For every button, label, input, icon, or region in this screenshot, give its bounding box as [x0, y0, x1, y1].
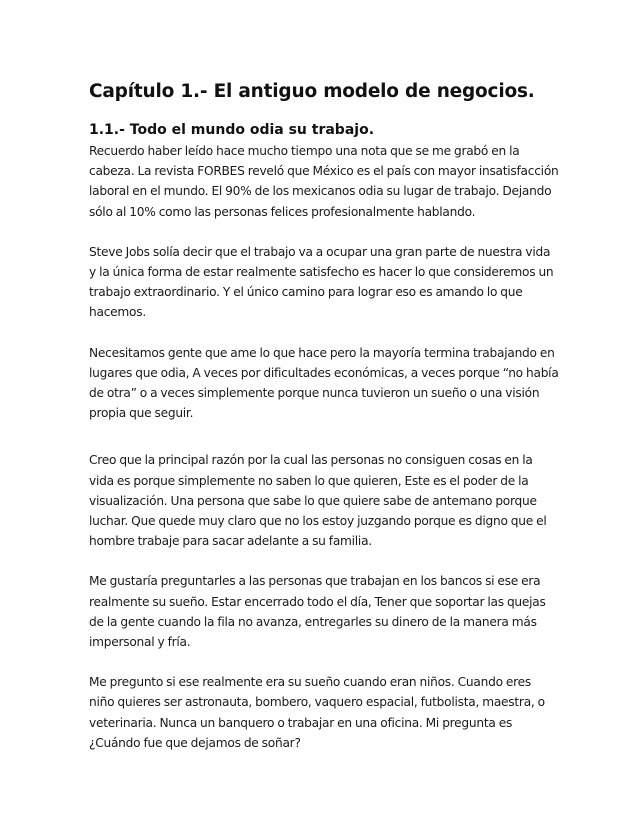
- paragraph-gap: [89, 652, 559, 672]
- paragraph-gap: [89, 323, 559, 343]
- document-content: [89, 80, 559, 753]
- section-title: 1.1.- Todo el mundo odia su trabajo.: [89, 122, 375, 138]
- paragraph-gap: [89, 551, 559, 571]
- paragraph-steve-jobs: Steve Jobs solía decir que el trabajo va a ocupar una gran parte de nuestra vida y la única forma de estar realmente satisfecho es hacer lo que consideremos un trabajo extraordinario. Y el único camino para lograr eso es amando lo que hacemos.: [89, 244, 554, 320]
- paragraph-gap: [89, 222, 559, 242]
- paragraph-bancos: Me gustaría preguntarles a las personas que trabajan en los bancos si ese era realmente su sueño. Estar encerrado todo el día, Tener que soportar las quejas de la gente cuando la fila no avanza, entregarles su dinero de la manera más impersonal y fría.: [89, 574, 546, 650]
- paragraph-gap: [89, 423, 559, 450]
- paragraph-necesitamos: Necesitamos gente que ame lo que hace pero la mayoría termina trabajando en lugares que odia, A veces por dificultades económicas, a veces porque “no había de otra” o a veces simplemente porque nunca tuvieron un sueño o una visión propia que seguir.: [89, 345, 559, 421]
- chapter-title: Capítulo 1.- El antiguo modelo de negocios.: [89, 81, 535, 102]
- paragraph-sueno: Me pregunto si ese realmente era su sueño cuando eran niños. Cuando eres niño quieres ser astronauta, bombero, vaquero espacial, futbolista, maestra, o veterinaria. Nunca un banquero o trabajar en una oficina. Mi pregunta es ¿Cuándo fue que dejamos de soñar?: [89, 675, 545, 750]
- paragraph-forbes: Recuerdo haber leído hace mucho tiempo una nota que se me grabó en la cabeza. La revista FORBES reveló que México es el país con mayor insatisfacción laboral en el mundo. El 90% de los mexicanos odia su lugar de trabajo. Dejando sólo al 10% como las personas felices profesionalmente hablando.: [89, 144, 559, 219]
- paragraph-vision: Creo que la principal razón por la cual las personas no consiguen cosas en la vida es porque simplemente no saben lo que quieren, Este es el poder de la visualización. Una persona que sabe lo que quiere sabe de antemano porque luchar. Que quede muy claro que no los estoy juzgando porque es digno que el hombre trabaje para sacar adelante a su familia.: [89, 453, 547, 549]
